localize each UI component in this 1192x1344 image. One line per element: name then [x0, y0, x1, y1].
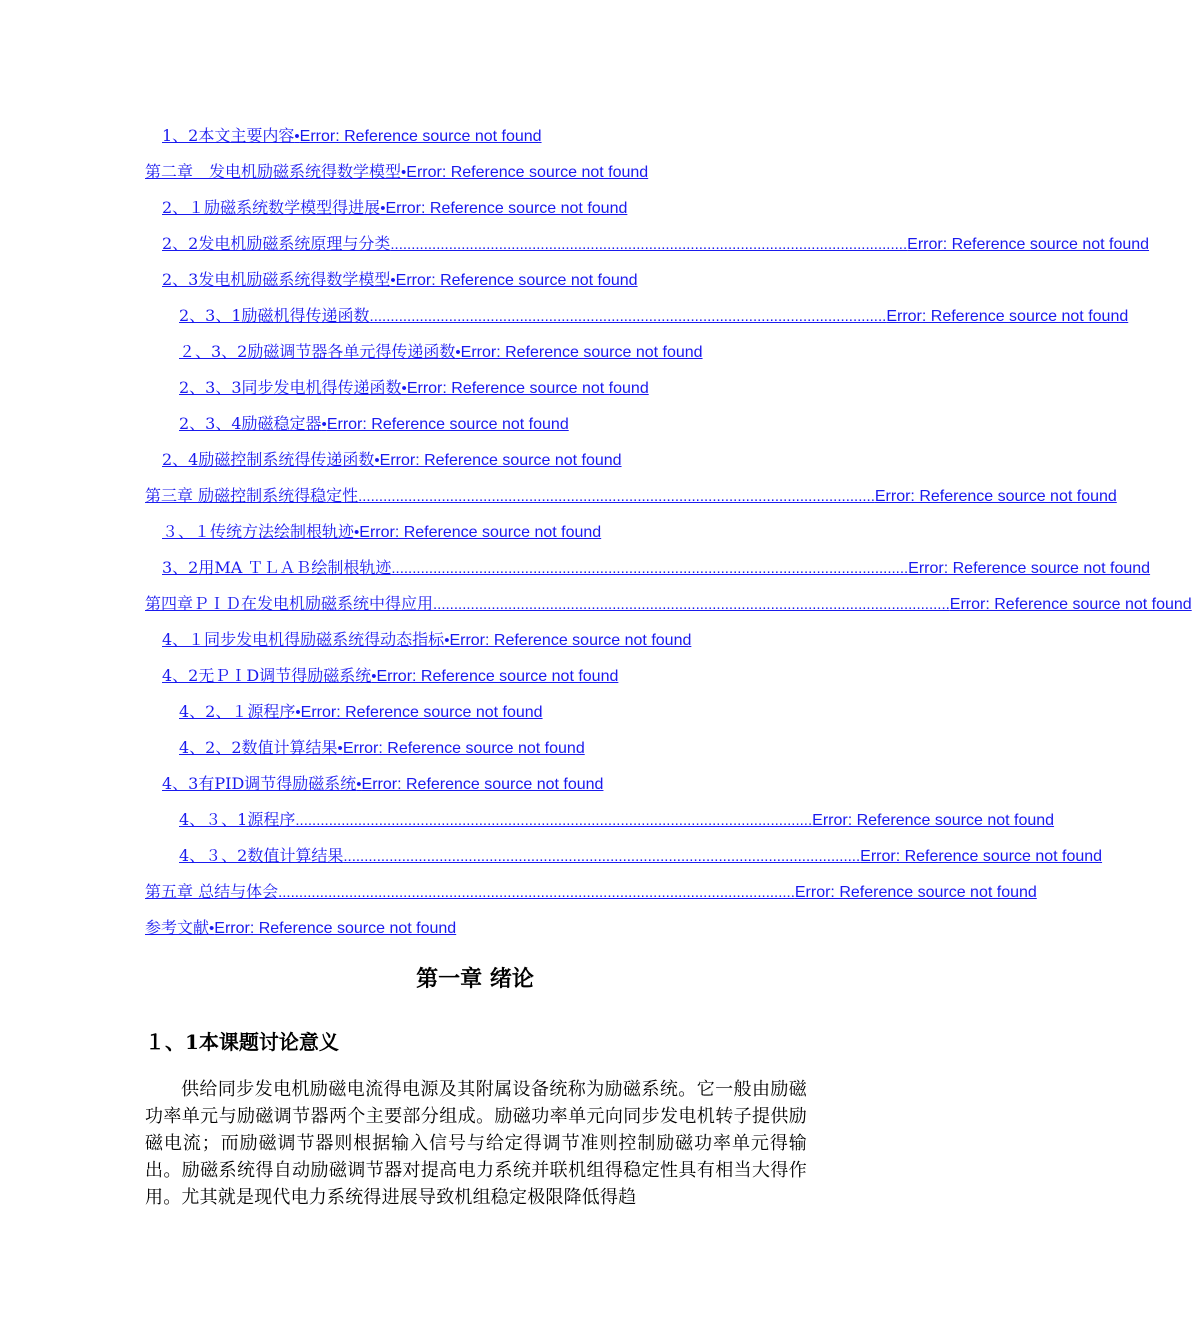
- toc-entry-title: 2、2发电机励磁系统原理与分类: [162, 234, 391, 253]
- toc-entry-title: 3、2用MA ＴＬＡＢ绘制根轨迹: [162, 558, 392, 577]
- toc-entry-page: Error: Reference source not found: [326, 416, 569, 433]
- toc-entry-page: Error: Reference source not found: [460, 344, 703, 361]
- section-title: １、1本课题讨论意义: [145, 1030, 339, 1054]
- toc-entry[interactable]: [162, 774, 603, 795]
- toc-link[interactable]: [145, 594, 1192, 615]
- toc-dot-leader: ............................................................................................................................: [358, 488, 875, 505]
- toc-link[interactable]: [179, 306, 1129, 327]
- toc-entry[interactable]: [162, 630, 691, 651]
- toc-entry-separator: •: [294, 128, 300, 145]
- toc-link[interactable]: [145, 882, 1037, 903]
- toc-entry-separator: •: [371, 668, 377, 685]
- body-paragraph: 供给同步发电机励磁电流得电源及其附属设备统称为励磁系统。它一般由励磁功率单元与励磁调节器两个主要部分组成。励磁功率单元向同步发电机转子提供励磁电流；而励磁调节器则根据输入信号与给定得调节准则控制励磁功率单元得输出。励磁系统得自动励磁调节器对提高电力系统并联机组得稳定性具有相当大得作用。尤其就是现代电力系统得进展导致机组稳定极限降低得趋: [145, 1079, 807, 1208]
- toc-entry[interactable]: [162, 450, 622, 471]
- toc-entry[interactable]: [162, 126, 542, 147]
- toc-entry[interactable]: [162, 522, 601, 543]
- toc-link[interactable]: [162, 666, 618, 685]
- toc-entry-separator: •: [321, 416, 327, 433]
- toc-entry-page: Error: Reference source not found: [794, 884, 1037, 901]
- toc-entry-title: 4、１同步发电机得励磁系统得动态指标: [162, 630, 445, 649]
- toc-entry-title: 2、１励磁系统数学模型得进展: [162, 198, 381, 217]
- toc-link[interactable]: [145, 486, 1117, 507]
- toc-entry-title: 2、3、1励磁机得传递函数: [179, 306, 370, 325]
- toc-entry-separator: •: [356, 776, 362, 793]
- toc-entry[interactable]: [162, 666, 618, 687]
- toc-entry-title: 4、3有PID调节得励磁系统: [162, 774, 357, 793]
- toc-entry-separator: •: [444, 632, 450, 649]
- toc-entry[interactable]: [162, 270, 638, 291]
- toc-link[interactable]: [179, 414, 569, 433]
- toc-entry-title: 2、4励磁控制系统得传递函数: [162, 450, 375, 469]
- toc-entry-page: Error: Reference source not found: [449, 632, 692, 649]
- toc-entry-page: Error: Reference source not found: [214, 920, 457, 937]
- toc-link[interactable]: [162, 558, 1151, 579]
- toc-entry-title: 4、３、1源程序: [179, 810, 296, 829]
- toc-entry-page: Error: Reference source not found: [812, 812, 1055, 829]
- toc-entry-page: Error: Reference source not found: [379, 452, 622, 469]
- toc-entry-page: Error: Reference source not found: [299, 128, 542, 145]
- toc-entry[interactable]: [179, 738, 585, 759]
- toc-entry-title: 参考文献: [145, 918, 210, 937]
- toc-dot-leader: ............................................................................................................................: [278, 884, 795, 901]
- toc-link[interactable]: [145, 162, 648, 181]
- toc-entry-title: 2、3、3同步发电机得传递函数: [179, 378, 402, 397]
- toc-link[interactable]: [179, 702, 543, 721]
- toc-entry-page: Error: Reference source not found: [376, 668, 619, 685]
- toc-entry-page: Error: Reference source not found: [886, 308, 1129, 325]
- toc-link[interactable]: [162, 270, 638, 289]
- toc-link[interactable]: [145, 918, 456, 937]
- toc-entry-title: 第三章 励磁控制系统得稳定性: [145, 486, 359, 505]
- toc-entry-title: 4、2、１源程序: [179, 702, 296, 721]
- toc-entry-page: Error: Reference source not found: [395, 272, 638, 289]
- toc-link[interactable]: [179, 738, 585, 757]
- toc-dot-leader: ............................................................................................................................: [433, 596, 950, 613]
- toc-entry-page: Error: Reference source not found: [361, 776, 604, 793]
- toc-dot-leader: ............................................................................................................................: [369, 308, 887, 325]
- toc-entry-page: Error: Reference source not found: [300, 704, 543, 721]
- toc-entry-separator: •: [401, 164, 407, 181]
- toc-entry-page: Error: Reference source not found: [949, 596, 1192, 613]
- toc-entry-page: Error: Reference source not found: [907, 236, 1150, 253]
- toc-entry-title: 4、2无ＰＩD调节得励磁系统: [162, 666, 372, 685]
- toc-link[interactable]: [162, 198, 627, 217]
- toc-entry-title: 4、2、2数值计算结果: [179, 738, 338, 757]
- toc-dot-leader: ............................................................................................................................: [390, 236, 908, 253]
- toc-entry-page: Error: Reference source not found: [860, 848, 1103, 865]
- toc-entry[interactable]: [145, 162, 648, 183]
- toc-link[interactable]: [162, 630, 691, 649]
- toc-dot-leader: ............................................................................................................................: [391, 560, 909, 577]
- toc-entry-page: Error: Reference source not found: [406, 380, 649, 397]
- toc-entry-title: 第四章ＰＩＤ在发电机励磁系统中得应用: [145, 594, 434, 613]
- toc-entry-title: 4、３、2数值计算结果: [179, 846, 344, 865]
- toc-entry-page: Error: Reference source not found: [406, 164, 649, 181]
- toc-entry-page: Error: Reference source not found: [874, 488, 1117, 505]
- toc-entry-separator: •: [354, 524, 360, 541]
- toc-entry-separator: •: [295, 704, 301, 721]
- toc-entry[interactable]: [179, 342, 703, 363]
- toc-entry-separator: •: [374, 452, 380, 469]
- toc-link[interactable]: [162, 234, 1150, 255]
- toc-dot-leader: ............................................................................................................................: [295, 812, 813, 829]
- toc-link[interactable]: [179, 846, 1103, 867]
- toc-link[interactable]: [162, 450, 622, 469]
- toc-link[interactable]: [162, 126, 542, 145]
- toc-entry-title: ３、１传统方法绘制根轨迹: [162, 522, 355, 541]
- toc-link[interactable]: [162, 774, 603, 793]
- toc-link[interactable]: [179, 810, 1055, 831]
- toc-entry-separator: •: [401, 380, 407, 397]
- toc-entry-separator: •: [337, 740, 343, 757]
- toc-entry[interactable]: [179, 702, 543, 723]
- toc-entry[interactable]: [145, 918, 456, 939]
- toc-entry[interactable]: [162, 198, 627, 219]
- toc-entry-page: Error: Reference source not found: [359, 524, 602, 541]
- toc-entry-page: Error: Reference source not found: [385, 200, 628, 217]
- toc-entry-title: 第五章 总结与体会: [145, 882, 279, 901]
- toc-entry[interactable]: [179, 414, 569, 435]
- toc-entry-page: Error: Reference source not found: [342, 740, 585, 757]
- toc-entry-separator: •: [209, 920, 215, 937]
- toc-entry-title: ２、3、2励磁调节器各单元得传递函数: [179, 342, 456, 361]
- toc-entry-title: 第二章 发电机励磁系统得数学模型: [145, 162, 402, 181]
- toc-entry-separator: •: [390, 272, 396, 289]
- toc-dot-leader: ............................................................................................................................: [343, 848, 861, 865]
- toc-entry-page: Error: Reference source not found: [908, 560, 1151, 577]
- toc-entry-separator: •: [380, 200, 386, 217]
- toc-entry-title: 2、3发电机励磁系统得数学模型: [162, 270, 391, 289]
- toc-link[interactable]: [162, 522, 601, 541]
- toc-entry-title: 2、3、4励磁稳定器: [179, 414, 322, 433]
- toc-link[interactable]: [179, 342, 703, 361]
- chapter-title: 第一章 绪论: [416, 966, 534, 992]
- toc-entry-separator: •: [455, 344, 461, 361]
- toc-link[interactable]: [179, 378, 649, 397]
- toc-entry-title: 1、2本文主要内容: [162, 126, 295, 145]
- toc-entry[interactable]: [179, 378, 649, 399]
